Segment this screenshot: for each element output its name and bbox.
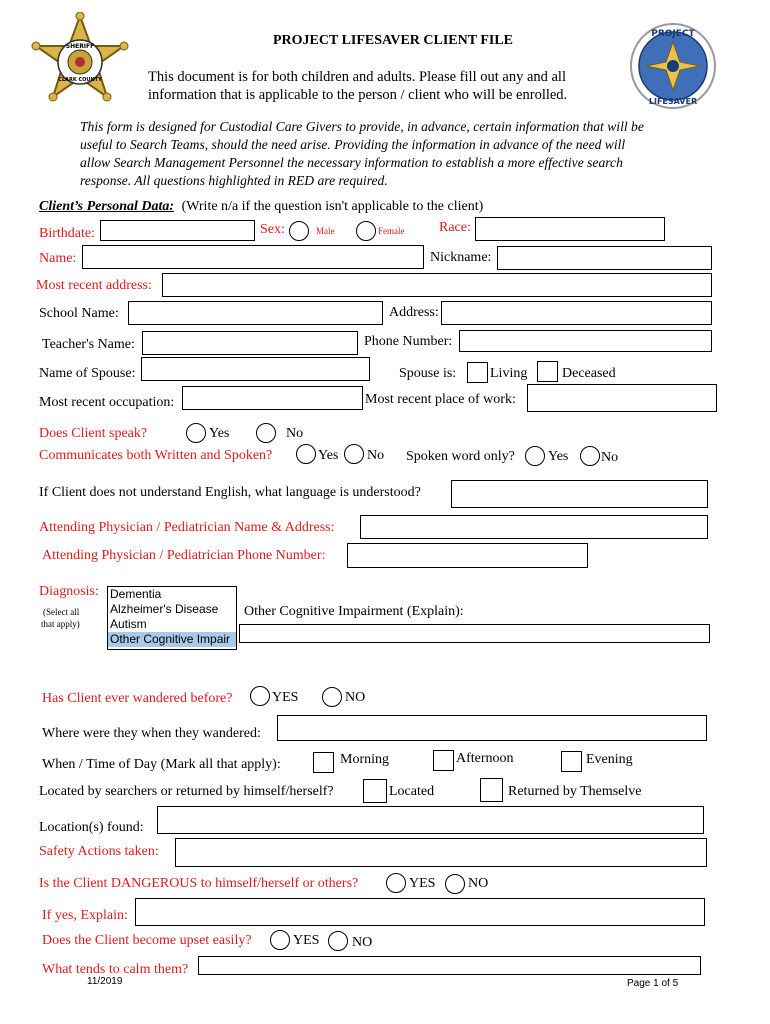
returned-label: Returned by Themselve [508, 784, 642, 799]
nickname-field[interactable] [497, 246, 712, 270]
upset-yes-radio[interactable] [270, 930, 290, 950]
subtitle-line-2: information that is applicable to the person / client who will be enrolled. [148, 87, 568, 103]
school-name-label: School Name: [39, 306, 119, 321]
svg-text:SHERIFF: SHERIFF [65, 43, 95, 50]
spouse-name-label: Name of Spouse: [39, 366, 136, 381]
diagnosis-label: Diagnosis: [39, 584, 99, 599]
project-lifesaver-logo [628, 22, 718, 110]
written-spoken-no-radio[interactable] [344, 444, 364, 464]
subtitle-line-1: This document is for both children and adults. Please fill out any and all [148, 69, 566, 85]
client-speak-label: Does Client speak? [39, 426, 148, 441]
upset-no-label: NO [352, 935, 373, 950]
located-label: Located [389, 784, 435, 799]
upset-no-radio[interactable] [328, 931, 348, 951]
written-spoken-yes-radio[interactable] [296, 444, 316, 464]
nickname-label: Nickname: [430, 250, 492, 265]
sex-female-label: Female [378, 226, 405, 236]
sex-female-radio[interactable] [356, 221, 376, 241]
explain-field[interactable] [135, 898, 705, 926]
address-label: Most recent address: [36, 278, 152, 293]
spouse-name-field[interactable] [141, 357, 370, 381]
spoken-only-no-radio[interactable] [580, 446, 600, 466]
school-address-field[interactable] [441, 301, 712, 325]
personal-data-heading: Client’s Personal Data: (Write n/a if the question isn't applicable to the client) [39, 199, 484, 214]
dangerous-no-radio[interactable] [445, 874, 465, 894]
address-field[interactable] [162, 273, 712, 297]
name-field[interactable] [82, 245, 424, 269]
wandered-label: Has Client ever wandered before? [42, 691, 233, 706]
phone-number-label: Phone Number: [364, 334, 453, 349]
evening-label: Evening [586, 752, 633, 767]
written-spoken-label: Communicates both Written and Spoken? [39, 448, 273, 463]
occupation-field[interactable] [182, 386, 363, 410]
client-speak-no-radio[interactable] [256, 423, 276, 443]
diagnosis-option-alzheimers[interactable]: Alzheimer's Disease [110, 602, 219, 616]
explain-label: If yes, Explain: [42, 908, 128, 923]
returned-checkbox[interactable] [480, 778, 503, 802]
afternoon-checkbox[interactable] [433, 750, 454, 771]
other-impairment-field[interactable] [239, 624, 710, 643]
school-address-label: Address: [389, 305, 439, 320]
phone-number-field[interactable] [459, 330, 712, 352]
spouse-deceased-label: Deceased [562, 366, 616, 381]
time-of-day-label: When / Time of Day (Mark all that apply): [42, 757, 281, 772]
spouse-living-checkbox[interactable] [467, 362, 488, 383]
spouse-is-label: Spouse is: [399, 366, 457, 381]
physician-name-address-label: Attending Physician / Pediatrician Name & Address: [39, 520, 335, 535]
diagnosis-listbox[interactable] [107, 586, 237, 650]
sheriff-badge-logo [30, 12, 130, 112]
located-checkbox[interactable] [363, 779, 387, 803]
locations-found-field[interactable] [157, 806, 704, 834]
diagnosis-option-dementia[interactable]: Dementia [110, 587, 162, 601]
written-spoken-no-label: No [367, 448, 385, 463]
diagnosis-option-other[interactable]: Other Cognitive Impair [108, 632, 236, 647]
dangerous-yes-radio[interactable] [386, 873, 406, 893]
locations-found-label: Location(s) found: [39, 820, 144, 835]
birthdate-label: Birthdate: [39, 226, 95, 241]
where-wandered-label: Where were they when they wandered: [42, 726, 261, 741]
wandered-no-radio[interactable] [322, 687, 342, 707]
client-speak-no-label: No [286, 426, 304, 441]
wandered-yes-radio[interactable] [250, 686, 270, 706]
physician-phone-field[interactable] [347, 543, 588, 568]
morning-label: Morning [340, 752, 389, 767]
dangerous-label: Is the Client DANGEROUS to himself/herself or others? [39, 876, 359, 891]
safety-actions-field[interactable] [175, 838, 707, 867]
form-title: PROJECT LIFESAVER CLIENT FILE [273, 33, 514, 48]
dangerous-no-label: NO [468, 876, 489, 891]
workplace-field[interactable] [527, 384, 717, 412]
footer-date: 11/2019 [87, 976, 123, 987]
physician-name-address-field[interactable] [360, 515, 708, 539]
evening-checkbox[interactable] [561, 751, 582, 772]
school-name-field[interactable] [128, 301, 383, 325]
diagnosis-option-autism[interactable]: Autism [110, 617, 147, 631]
located-by-label: Located by searchers or returned by himself/herself? [39, 784, 334, 799]
dangerous-yes-label: YES [409, 876, 436, 891]
spoken-only-no-label: No [601, 450, 619, 465]
teacher-name-label: Teacher's Name: [42, 337, 135, 352]
calm-field[interactable] [198, 956, 701, 975]
birthdate-field[interactable] [100, 220, 255, 241]
spoken-only-yes-radio[interactable] [525, 446, 545, 466]
workplace-label: Most recent place of work: [365, 392, 516, 407]
svg-text:PROJECT: PROJECT [651, 29, 695, 39]
race-field[interactable] [475, 217, 665, 241]
spoken-only-label: Spoken word only? [406, 449, 515, 464]
sex-male-radio[interactable] [289, 221, 309, 241]
spouse-living-label: Living [490, 366, 528, 381]
wandered-yes-label: YES [272, 690, 299, 705]
morning-checkbox[interactable] [313, 752, 334, 773]
sex-male-label: Male [316, 226, 335, 236]
other-impairment-label: Other Cognitive Impairment (Explain): [244, 604, 464, 619]
client-speak-yes-radio[interactable] [186, 423, 206, 443]
written-spoken-yes-label: Yes [318, 448, 339, 463]
client-speak-yes-label: Yes [209, 426, 230, 441]
footer-page-number: Page 1 of 5 [627, 978, 679, 989]
spoken-only-yes-label: Yes [548, 449, 569, 464]
svg-text:CLARK COUNTY: CLARK COUNTY [58, 77, 102, 83]
sex-label: Sex: [260, 222, 285, 237]
where-wandered-field[interactable] [277, 715, 707, 741]
physician-phone-label: Attending Physician / Pediatrician Phone Number: [42, 548, 326, 563]
upset-yes-label: YES [293, 933, 320, 948]
name-label: Name: [39, 251, 77, 266]
language-label: If Client does not understand English, what language is understood? [39, 485, 421, 500]
spouse-deceased-checkbox[interactable] [537, 361, 558, 382]
diagnosis-note-1: (Select all [43, 607, 80, 617]
teacher-name-field[interactable] [142, 331, 358, 355]
upset-label: Does the Client become upset easily? [42, 933, 252, 948]
language-field[interactable] [451, 480, 708, 508]
intro-paragraph: This form is designed for Custodial Care Givers to provide, in advance, certain information that will be useful to Search Teams, should the need arise. Providing the information in advance of the need will allow Search Management Personnel the necessary information to establish a more effective search response. All questions highlighted in RED are required. [80, 119, 644, 188]
svg-text:LIFESAVER: LIFESAVER [648, 97, 698, 106]
diagnosis-note-2: that apply) [41, 619, 80, 629]
calm-label: What tends to calm them? [42, 962, 189, 977]
race-label: Race: [439, 220, 471, 235]
wandered-no-label: NO [345, 690, 366, 705]
safety-actions-label: Safety Actions taken: [39, 844, 159, 859]
occupation-label: Most recent occupation: [39, 395, 175, 410]
afternoon-label: Afternoon [456, 751, 514, 766]
